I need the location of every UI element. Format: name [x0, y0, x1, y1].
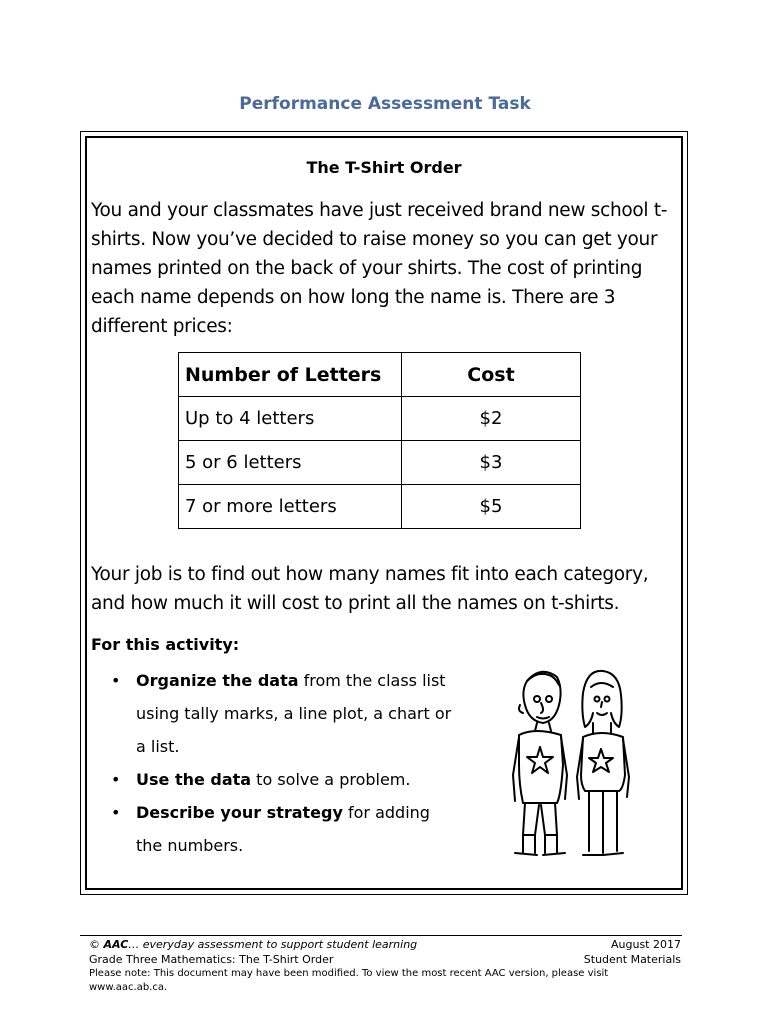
table-header-cost: Cost: [402, 353, 581, 397]
bullet-icon: •: [111, 770, 121, 789]
table-row: [179, 397, 581, 441]
list-item-bold: Organize the data: [136, 671, 299, 690]
list-item-text: to solve a problem.: [251, 770, 411, 789]
footer-divider: [80, 935, 682, 936]
bullet-icon: •: [111, 671, 121, 690]
list-item-text: from the class list using tally marks, a line plot, a chart or a list.: [136, 671, 452, 756]
table-cell-cost: $3: [402, 441, 581, 485]
copyright-symbol: ©: [89, 938, 100, 951]
girl-figure-icon: [577, 671, 629, 855]
footer-brand: AAC: [103, 938, 129, 951]
table-cell-cost: $5: [402, 485, 581, 529]
footer-course: Grade Three Mathematics: The T-Shirt Order: [89, 953, 334, 966]
table-row: [179, 485, 581, 529]
list-item: [111, 664, 461, 763]
page-header-title: Performance Assessment Task: [239, 94, 531, 114]
table-header-row: [179, 353, 581, 397]
list-item: [111, 796, 461, 862]
intro-paragraph: You and your classmates have just received brand new school t-shirts. Now you’ve decided to raise money so you can get your names printed on the back of your shirts. The cost of printing each name depends on how long the name is. There are 3 different prices:: [91, 200, 668, 337]
activity-heading: For this activity:: [91, 635, 240, 654]
table-cell-letters: 5 or 6 letters: [179, 441, 402, 485]
bullet-icon: •: [111, 803, 121, 822]
activity-list: [111, 664, 461, 862]
list-item-bold: Use the data: [136, 770, 252, 789]
footer-date: August 2017: [611, 938, 681, 951]
footer-materials: Student Materials: [583, 953, 681, 966]
list-item-text: for adding the numbers.: [136, 803, 430, 855]
list-item-bold: Describe your strategy: [136, 803, 343, 822]
footer-line-1: [89, 938, 681, 952]
footer-tagline: … everyday assessment to support student learning: [128, 938, 418, 951]
table-header-letters: Number of Letters: [179, 353, 402, 397]
table-row: [179, 441, 581, 485]
table-cell-letters: 7 or more letters: [179, 485, 402, 529]
table-cell-cost: $2: [402, 397, 581, 441]
job-paragraph: Your job is to find out how many names fit into each category, and how much it will cost to print all the names on t-shirts.: [91, 564, 649, 614]
footer-line-2: [89, 953, 681, 967]
list-item: [111, 763, 461, 796]
price-table: [178, 352, 581, 529]
students-illustration-icon: [505, 665, 630, 865]
task-title: The T-Shirt Order: [306, 158, 462, 177]
table-cell-letters: Up to 4 letters: [179, 397, 402, 441]
footer-note: Please note: This document may have been modified. To view the most recent AAC version, please visit www.aac.ab.ca.: [89, 968, 609, 993]
boy-figure-icon: [513, 672, 567, 855]
